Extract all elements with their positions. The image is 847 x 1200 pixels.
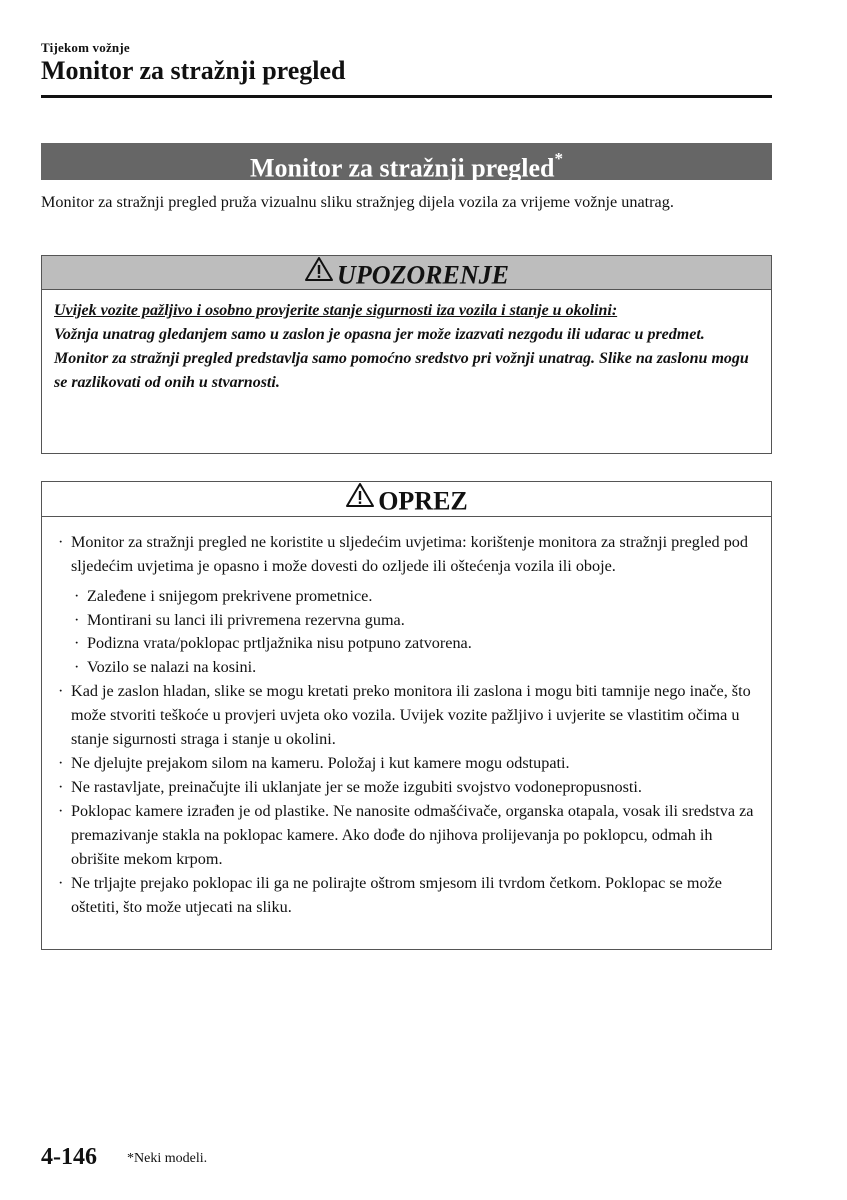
caution-item-text: Kad je zaslon hladan, slike se mogu kretati preko monitora ili zaslona i mogu biti tamnije nego inače, što može stvoriti teškoće u provjeri uvjeta oko vozila. Uvijek vozite pažljivo i uvjerite se vlastitim očima u stanje sigurnosti straga i stanje u okolini. <box>71 682 751 748</box>
bullet: · <box>74 587 80 605</box>
caution-item <box>58 751 757 775</box>
banner-marker: * <box>554 149 563 168</box>
section-banner <box>41 143 772 183</box>
caution-item <box>58 871 757 919</box>
warning-header <box>42 256 771 290</box>
caution-item-text: Monitor za stražnji pregled ne koristite u sljedećim uvjetima: korištenje monitora za stražnji pregled pod sljedećim uvjetima je opasno i može dovesti do ozljede ili oštećenja vozila ili oboje. <box>71 533 748 575</box>
caution-item <box>58 679 757 751</box>
caution-item-text: Poklopac kamere izrađen je od plastike. Ne nanosite odmašćivače, organska otapala, vosak ili sredstva za premazivanje stakla na poklopac kamere. Ako dođe do njihova prolijevanja po poklopcu, odmah ih obrišite mekom krpom. <box>71 802 754 868</box>
bullet: · <box>74 634 80 652</box>
bullet: · <box>58 874 64 892</box>
caution-subitem-text: Zaleđene i snijegom prekrivene prometnice. <box>87 587 373 605</box>
caution-subitem <box>74 656 757 680</box>
caution-subitem <box>74 632 757 656</box>
caution-item <box>58 775 757 799</box>
bullet: · <box>74 610 80 629</box>
caution-item <box>58 530 757 578</box>
caution-item <box>58 799 757 871</box>
banner-title: Monitor za stražnji pregled <box>250 153 555 183</box>
caution-item-text: Ne trljajte prejako poklopac ili ga ne polirajte oštrom smjesom ili tvrdom četkom. Poklopac se može oštetiti, što može utjecati na sliku. <box>71 874 722 916</box>
section-label: Tijekom vožnje <box>41 40 130 55</box>
intro-paragraph: Monitor za stražnji pregled pruža vizualnu sliku stražnjeg dijela vozila za vrijeme vožnje unatrag. <box>41 193 674 211</box>
bullet: · <box>58 533 64 551</box>
bullet: · <box>58 682 64 700</box>
caution-subitem-text: Montirani su lanci ili privremena rezervna guma. <box>87 610 405 629</box>
warning-triangle-icon <box>345 482 375 521</box>
bullet: · <box>58 778 64 796</box>
page-number: 4-146 <box>41 1144 97 1170</box>
caution-subitem <box>74 609 757 633</box>
warning-lead: Uvijek vozite pažljivo i osobno provjerite stanje sigurnosti iza vozila i stanje u okolini: <box>54 302 618 319</box>
warning-box <box>41 255 772 454</box>
caution-subitem-text: Vozilo se nalazi na kosini. <box>87 657 257 676</box>
footnote: *Neki modeli. <box>127 1151 208 1166</box>
bullet: · <box>74 657 80 676</box>
warning-triangle-icon <box>304 256 334 294</box>
caution-body <box>42 517 771 919</box>
caution-header <box>42 482 771 517</box>
title-divider <box>41 95 772 98</box>
caution-item-text: Ne djelujte prejakom silom na kameru. Položaj i kut kamere mogu odstupati. <box>71 754 570 772</box>
bullet: · <box>58 754 64 772</box>
caution-subitem <box>74 585 757 609</box>
caution-subitem-text: Podizna vrata/poklopac prtljažnika nisu potpuno zatvorena. <box>87 634 472 652</box>
caution-item-text: Ne rastavljate, preinačujte ili uklanjate jer se može izgubiti svojstvo vodonepropusnosti. <box>71 778 642 796</box>
caution-sublist <box>74 585 757 679</box>
page-title: Monitor za stražnji pregled <box>41 56 346 85</box>
caution-title: OPREZ <box>378 486 468 516</box>
warning-title: UPOZORENJE <box>337 260 509 290</box>
warning-text: Vožnja unatrag gledanjem samo u zaslon je opasna jer može izazvati nezgodu ili udarac u predmet. Monitor za stražnji pregled predstavlja samo pomoćno sredstvo pri vožnji unatrag. Slike na zaslonu mogu se razlikovati od onih u stvarnosti. <box>54 326 749 391</box>
bullet: · <box>58 802 64 820</box>
caution-box <box>41 481 772 950</box>
warning-body <box>42 290 771 395</box>
